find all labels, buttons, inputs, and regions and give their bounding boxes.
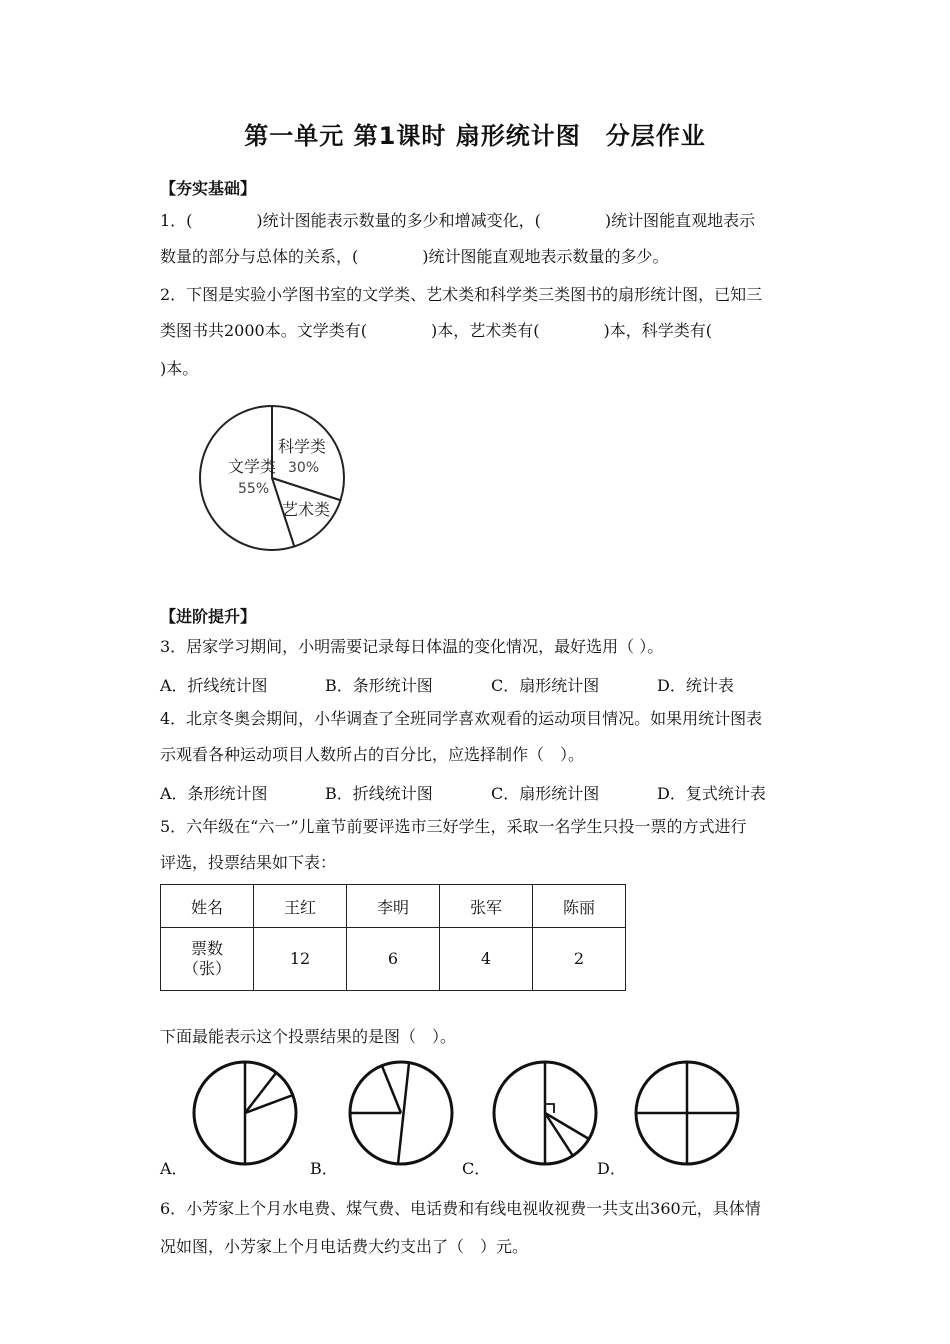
choice-b-label: B． [310, 1159, 338, 1178]
q4-line-2: 示观看各种运动项目人数所占的百分比，应选择制作（ ）。 [160, 745, 585, 764]
pie-label-literature-pct: 55% [238, 481, 270, 497]
vote-results-table [160, 884, 626, 991]
section-basic-heading: 【夯实基础】 [160, 179, 257, 198]
q4-option-a: A．条形统计图 [160, 784, 268, 803]
q2-line-2: 类图书共2000本。文学类有( )本，艺术类有( )本，科学类有( [160, 321, 712, 340]
q6-line-1: 6．小芳家上个月水电费、煤气费、电话费和有线电视收视费一共支出360元，具体情 [160, 1199, 761, 1218]
q3-stem: 3．居家学习期间，小明需要记录每日体温的变化情况，最好选用（ ）。 [160, 637, 664, 656]
choice-d-label: D． [597, 1159, 626, 1178]
q2-line-3: )本。 [160, 359, 199, 378]
choice-a-label: A． [160, 1159, 188, 1178]
q3-option-a: A．折线统计图 [160, 676, 268, 695]
choice-b-pie-diagram [346, 1058, 466, 1170]
choice-a-pie-diagram [190, 1058, 310, 1170]
q5-line-2: 评选，投票结果如下表： [160, 853, 337, 872]
table-cell: 王红 [254, 885, 347, 928]
table-cell: 李明 [347, 885, 440, 928]
pie-label-literature: 文学类 [228, 457, 277, 476]
pie-label-science: 科学类 [278, 437, 327, 456]
table-cell: 12 [254, 928, 347, 991]
table-cell: 姓名 [161, 885, 254, 928]
q4-line-1: 4．北京冬奥会期间，小华调查了全班同学喜欢观看的运动项目情况。如果用统计图表 [160, 709, 763, 728]
pie-slices [200, 406, 344, 550]
q4-option-b: B．折线统计图 [325, 784, 433, 803]
q2-line-1: 2．下图是实验小学图书室的文学类、艺术类和科学类三类图书的扇形统计图，已知三 [160, 285, 763, 304]
pie-label-science-pct: 30% [288, 460, 320, 476]
choice-c-label: C． [462, 1159, 491, 1178]
q3-option-c: C．扇形统计图 [491, 676, 600, 695]
q1-line-1: 1．( )统计图能表示数量的多少和增减变化，( )统计图能直观地表示 [160, 211, 756, 230]
q5-after-text: 下面最能表示这个投票结果的是图（ ）。 [160, 1027, 457, 1046]
q1-line-2: 数量的部分与总体的关系，( )统计图能直观地表示数量的多少。 [160, 247, 669, 266]
table-header-row [161, 885, 626, 928]
q3-option-d: D．统计表 [657, 676, 734, 695]
table-cell: 陈丽 [533, 885, 626, 928]
table-cell: 张军 [440, 885, 533, 928]
q4-option-d: D．复式统计表 [657, 784, 766, 803]
section-advanced-heading: 【进阶提升】 [160, 607, 257, 626]
table-cell: 4 [440, 928, 533, 991]
q6-line-2: 况如图，小芳家上个月电话费大约支出了（ ）元。 [160, 1237, 529, 1256]
choice-c-pie-diagram [490, 1058, 610, 1170]
votes-label-line-1: 票数 [190, 939, 223, 958]
table-row [161, 928, 626, 991]
pie-label-art: 艺术类 [282, 500, 331, 519]
choice-d-pie-diagram [632, 1058, 752, 1170]
table-cell: 6 [347, 928, 440, 991]
page-title: 第一单元 第1课时 扇形统计图 分层作业 [244, 122, 706, 150]
q3-option-b: B．条形统计图 [325, 676, 433, 695]
votes-label-line-2: （张） [182, 959, 231, 978]
q5-line-1: 5．六年级在“六一”儿童节前要评选市三好学生，采取一名学生只投一票的方式进行 [160, 817, 747, 836]
table-cell-votes-label [161, 928, 254, 991]
book-category-pie-chart [190, 398, 360, 558]
q4-option-c: C．扇形统计图 [491, 784, 600, 803]
table-cell: 2 [533, 928, 626, 991]
